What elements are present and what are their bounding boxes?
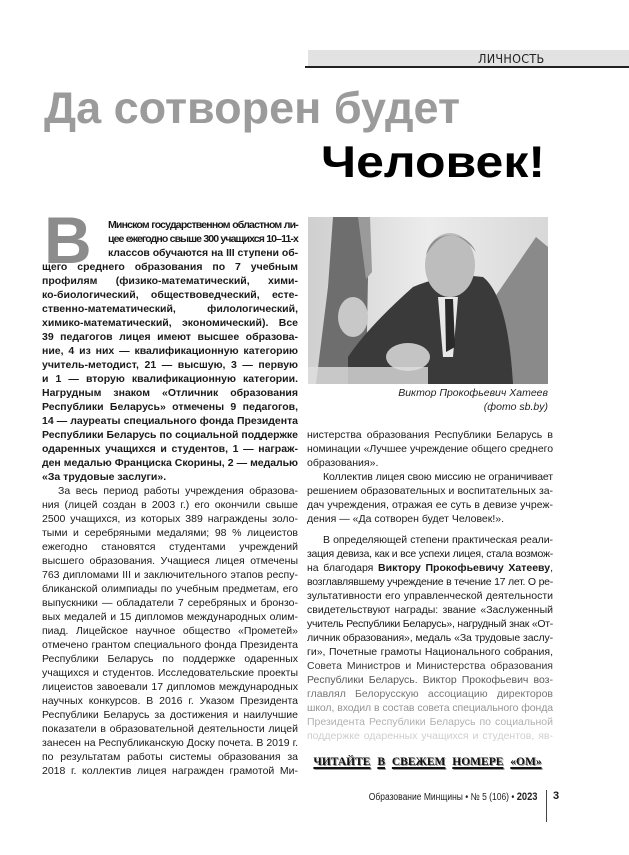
- text-line: [307, 603, 553, 617]
- text-line: [42, 666, 298, 680]
- text-line: [42, 694, 298, 708]
- text-line: [307, 659, 553, 673]
- text-line-content: выпускники — обладатели 7 серебряных и бронзо-: [42, 597, 298, 609]
- text-line-content: ежегодно становятся студентами учреждений: [42, 541, 298, 553]
- text-line-content: нистерства образования Республики Беларусь в: [307, 429, 553, 441]
- text-line: [42, 414, 298, 428]
- text-line: [307, 617, 553, 631]
- text-line: [42, 288, 298, 302]
- text-line: [42, 764, 298, 778]
- text-line: [42, 750, 298, 764]
- text-line-content: Минском государственном областном ли-: [108, 219, 298, 231]
- text-line: [307, 687, 553, 701]
- text-line: [307, 456, 553, 470]
- text-line: [307, 589, 553, 603]
- footer-divider: [546, 790, 547, 822]
- text-line-content: школ, входил в состав совета специального фонда: [307, 702, 553, 714]
- text-line-content: 763 дипломами III и заключительного этапов респу-: [42, 569, 298, 581]
- text-line: [307, 715, 553, 729]
- promo-word: ЧИТАЙТЕ: [313, 756, 371, 768]
- section-header-band: [308, 50, 629, 66]
- text-line-content: вых медалей и 15 дипломов международных олим-: [42, 611, 298, 623]
- section-label: ЛИЧНОСТЬ: [478, 51, 545, 66]
- text-line-content: свидетельствуют награды: звание «Заслуженный: [307, 604, 553, 616]
- text-line-content: ден медалью Франциска Скорины, 2 — медалью: [42, 457, 298, 469]
- text-line: [42, 330, 298, 344]
- text-line: [42, 582, 298, 596]
- text-line: [307, 533, 553, 547]
- text-line: [42, 736, 298, 750]
- text-line-content: Республики Беларусь по социальной поддержке: [42, 429, 298, 441]
- text-line-content: ния (лицей создан в 2003 г.) его окончили свыше: [42, 499, 298, 511]
- text-line-content: и 1 — вторую квалификационную категории.: [42, 373, 298, 385]
- text-line-content: дач учреждения, отражая ее суть в девизе учреж-: [307, 499, 553, 511]
- text-line: [307, 498, 553, 512]
- text-line-content: Республики Беларусь за достижения и наилучшие: [42, 709, 298, 721]
- promo-read-in-issue: [307, 756, 548, 768]
- text-line-content: профилям (физико-математический, хими-: [42, 275, 298, 287]
- text-line-content: образования».: [307, 457, 379, 469]
- text-line-content: учитель-методист, 21 — высшую, 3 — первую: [42, 359, 298, 371]
- article-column-right-top: [307, 428, 553, 526]
- text-line-content: отмечено грантом специального фонда Президента: [42, 639, 298, 651]
- text-line: [307, 470, 553, 484]
- text-line-content: цее ежегодно свыше 300 учащихся 10–11-х: [108, 233, 298, 245]
- text-line: [307, 512, 553, 526]
- text-line-content: Президента Республики Беларусь по социальной: [307, 716, 553, 728]
- text-line: [42, 442, 298, 456]
- text-line-content: В определяющей степени практическая реали-: [323, 534, 553, 546]
- text-line: [307, 673, 553, 687]
- text-line: [307, 631, 553, 645]
- text-line: [42, 680, 298, 694]
- text-line: [42, 274, 298, 288]
- promo-word: В: [377, 756, 385, 768]
- text-line-content: классов обучаются на III ступени об-: [108, 247, 298, 259]
- text-line-content: Республики Беларусь» отмечены 9 педагогов,: [42, 401, 298, 413]
- promo-word: НОМЕРЕ: [452, 756, 504, 768]
- text-line-content: главлял Белорусскую ассоциацию директоров: [307, 688, 553, 700]
- text-line: [42, 344, 298, 358]
- text-line: [42, 526, 298, 540]
- text-line: [307, 645, 553, 659]
- page-number: 3: [553, 790, 560, 802]
- text-line: [42, 484, 298, 498]
- text-line: [307, 561, 553, 575]
- text-line: [307, 547, 553, 561]
- text-line: [42, 554, 298, 568]
- text-line-content: ги», Почетные грамоты Национального собрания,: [307, 646, 553, 658]
- text-line: [42, 372, 298, 386]
- text-line: [42, 568, 298, 582]
- text-line-content: Совета Министров и Министерства образования: [307, 660, 553, 672]
- text-line-content: дения — «Да сотворен будет Человек!».: [307, 513, 505, 525]
- text-line: [42, 246, 298, 260]
- portrait-photo: [308, 217, 548, 384]
- text-line: [42, 232, 298, 246]
- text-line-content: 39 педагогов лицея имеют высшее образова-: [42, 331, 298, 343]
- text-line-content: ,: [550, 562, 553, 574]
- drop-cap: В: [44, 203, 92, 277]
- text-line: [42, 540, 298, 554]
- text-line-content: 14 — лауреаты специального фонда Президента: [42, 415, 298, 427]
- text-line-content: на благодаря: [307, 562, 379, 574]
- text-line: [307, 575, 553, 589]
- caption-name: Виктор Прокофьевич Хатеев: [398, 387, 548, 399]
- section-header-rule: [305, 66, 629, 68]
- text-line: [42, 456, 298, 470]
- text-line: [307, 484, 553, 498]
- article-column-left: [42, 218, 298, 778]
- text-line: [42, 400, 298, 414]
- text-line-content: Коллектив лицея свою миссию не ограничивает: [323, 471, 553, 483]
- text-line-content: 2018 г. коллектив лицея награжден грамотой Ми-: [42, 765, 298, 777]
- text-line: [42, 386, 298, 400]
- text-line: [42, 596, 298, 610]
- text-line-content: одаренных учащихся и студентов, 1 — награж-: [42, 443, 298, 455]
- text-line-content: щего среднего образования по 7 учебным: [42, 261, 298, 273]
- text-line-content: зация девиза, как и все успехи лицея, стала возмож-: [307, 548, 553, 560]
- text-line-content: Республики Беларусь. Виктор Прокофьевич воз-: [307, 674, 553, 686]
- text-line-content: ко-биологический, обществоведческий, есте-: [42, 289, 298, 301]
- text-line-content: показатели в образовательной деятельности лицей: [42, 723, 298, 735]
- text-line-content: Нагрудным знаком «Отличник образования: [42, 387, 298, 399]
- text-line-content: личник образования», медаль «За трудовые заслу-: [307, 632, 553, 644]
- article-column-right-bottom: [307, 533, 553, 743]
- text-line: [42, 610, 298, 624]
- text-line: [307, 442, 553, 456]
- promo-word: СВЕЖЕМ: [391, 756, 446, 768]
- text-line-content: За весь период работы учреждения образова-: [58, 485, 298, 497]
- text-line-content: пиад. Лицейское научное общество «Прометей»: [42, 625, 298, 637]
- text-line: [42, 708, 298, 722]
- caption-credit: (фото sb.by): [483, 401, 548, 413]
- text-line: [42, 358, 298, 372]
- text-line-content: 2500 учащихся, из которых 389 награждены золо-: [42, 513, 298, 525]
- text-line: [307, 729, 553, 743]
- text-line: [307, 701, 553, 715]
- text-line: [42, 722, 298, 736]
- text-line-content: ние, 4 из них — квалификационную категорию: [42, 345, 298, 357]
- text-line-content: лицеистов завоевали 17 дипломов международных: [42, 681, 298, 693]
- text-line: [42, 218, 298, 232]
- text-line-content: химико-математический, экономический). Все: [42, 317, 298, 329]
- text-line-content: учащихся и студентов. Исследовательские проекты: [42, 667, 298, 679]
- text-line: [42, 498, 298, 512]
- promo-word: «ОМ»: [510, 756, 542, 768]
- text-line-content: зультативности его управленческой деятельности: [307, 590, 553, 602]
- text-line: [42, 624, 298, 638]
- text-line-content: Республики Беларусь по поддержке одаренных: [42, 653, 298, 665]
- text-line-content: ственно-математический, филологический,: [42, 303, 298, 315]
- text-line: [42, 428, 298, 442]
- text-line: [307, 428, 553, 442]
- text-line: [42, 470, 298, 484]
- text-line-content: возглавлявшему учреждение в течение 17 лет. О ре-: [307, 576, 553, 588]
- text-line-content: бликанской олимпиады по учебным предметам, его: [42, 583, 298, 595]
- text-line-content: научных конкурсов. В 2016 г. Указом Президента: [42, 695, 298, 707]
- text-line: [42, 316, 298, 330]
- text-line: [42, 638, 298, 652]
- text-line: [42, 260, 298, 274]
- person-name-bold: Виктору Прокофьевичу Хатееву: [378, 562, 551, 574]
- text-line-content: «За трудовые заслуги».: [42, 471, 167, 483]
- text-line-content: номинации «Лучшее учреждение общего среднего: [307, 443, 553, 455]
- headline-line-2: Человек!: [321, 137, 545, 188]
- text-line: [42, 512, 298, 526]
- text-line-content: тыми и серебряными медалями; 98 % лицеистов: [42, 527, 298, 539]
- publication-year: 2023: [517, 791, 538, 803]
- text-line-content: высшего образования. Учащиеся лицея отмечены: [42, 555, 298, 567]
- footer-publication: [369, 791, 538, 803]
- publication-issue: Образование Минщины • № 5 (106) •: [369, 792, 515, 803]
- text-line-content: решением образовательных и воспитательных за-: [307, 485, 553, 497]
- text-line-content: поддержке одаренных учащихся и студентов, яв-: [307, 730, 553, 742]
- headline-line-1: Да сотворен будет: [44, 83, 460, 134]
- photo-caption: [307, 386, 548, 414]
- text-line-content: занесен на Республиканскую Доску почета. В 2019 г.: [42, 737, 298, 749]
- text-line-content: учитель Республики Беларусь», нагрудный знак «От-: [307, 618, 553, 630]
- text-line: [42, 302, 298, 316]
- text-line-content: по результатам работы системы образования за: [42, 751, 298, 763]
- text-line: [42, 652, 298, 666]
